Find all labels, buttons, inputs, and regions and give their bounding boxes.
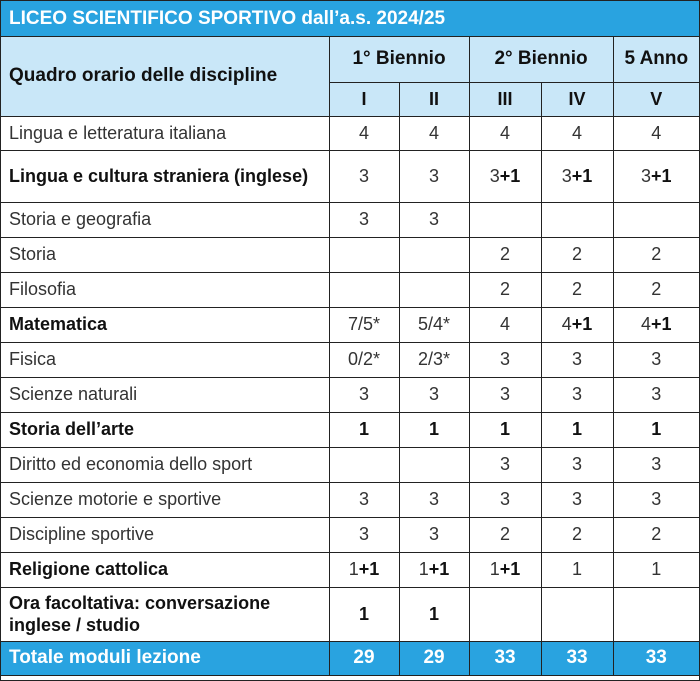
- hours-cell: 2: [613, 237, 699, 272]
- subject-cell: Discipline sportive: [1, 517, 329, 552]
- schedule-table: [1, 37, 699, 676]
- subject-cell: Scienze naturali: [1, 377, 329, 412]
- table-row: [1, 517, 699, 552]
- hours-cell: 2: [469, 272, 541, 307]
- hours-cell: 2: [613, 272, 699, 307]
- hours-cell: 4: [541, 116, 613, 150]
- hours-cell: 4: [469, 116, 541, 150]
- group-header-second-biennium: 2° Biennio: [469, 37, 613, 82]
- total-value-cell: 33: [541, 641, 613, 675]
- subject-cell: Filosofia: [1, 272, 329, 307]
- table-row: [1, 447, 699, 482]
- hours-cell: [399, 237, 469, 272]
- hours-cell: 3: [399, 517, 469, 552]
- table-row: [1, 202, 699, 237]
- hours-cell: 1: [541, 412, 613, 447]
- hours-cell: 3: [329, 150, 399, 202]
- hours-cell: 1: [469, 412, 541, 447]
- hours-cell: 3: [469, 482, 541, 517]
- hours-cell: 4+1: [541, 307, 613, 342]
- group-header-first-biennium: 1° Biennio: [329, 37, 469, 82]
- column-header-subjects: Quadro orario delle discipline: [1, 37, 329, 116]
- hours-cell: [613, 202, 699, 237]
- hours-cell: 1: [613, 412, 699, 447]
- subject-cell: Fisica: [1, 342, 329, 377]
- hours-cell: 1+1: [329, 552, 399, 587]
- table-row: [1, 342, 699, 377]
- subject-cell: Lingua e letteratura italiana: [1, 116, 329, 150]
- subject-cell: Storia e geografia: [1, 202, 329, 237]
- hours-cell: 3: [469, 342, 541, 377]
- subject-cell: Scienze motorie e sportive: [1, 482, 329, 517]
- table-row: [1, 150, 699, 202]
- subject-cell: Diritto ed economia dello sport: [1, 447, 329, 482]
- year-header-5: V: [613, 82, 699, 116]
- total-value-cell: 29: [329, 641, 399, 675]
- hours-cell: 4: [613, 116, 699, 150]
- hours-cell: 3: [329, 377, 399, 412]
- table-row: [1, 552, 699, 587]
- table-row: [1, 237, 699, 272]
- hours-cell: 5/4*: [399, 307, 469, 342]
- hours-cell: 1: [399, 587, 469, 641]
- hours-cell: 3: [541, 447, 613, 482]
- hours-cell: 3: [613, 342, 699, 377]
- subject-cell: Lingua e cultura straniera (inglese): [1, 150, 329, 202]
- subject-cell: Matematica: [1, 307, 329, 342]
- table-row: [1, 482, 699, 517]
- hours-cell: 3: [399, 202, 469, 237]
- total-label: Totale moduli lezione: [1, 641, 329, 675]
- hours-cell: 1: [613, 552, 699, 587]
- hours-cell: 3: [329, 482, 399, 517]
- hours-cell: 4: [469, 307, 541, 342]
- hours-cell: 3: [613, 447, 699, 482]
- year-header-1: I: [329, 82, 399, 116]
- table-row: [1, 307, 699, 342]
- hours-cell: 3: [399, 482, 469, 517]
- hours-cell: [399, 272, 469, 307]
- page-title: LICEO SCIENTIFICO SPORTIVO dall’a.s. 2024/25: [1, 1, 699, 37]
- hours-cell: 1: [329, 587, 399, 641]
- hours-cell: 2: [469, 237, 541, 272]
- hours-cell: [469, 202, 541, 237]
- year-header-2: II: [399, 82, 469, 116]
- hours-cell: [613, 587, 699, 641]
- table-row: [1, 116, 699, 150]
- hours-cell: [329, 272, 399, 307]
- total-value-cell: 33: [469, 641, 541, 675]
- year-header-4: IV: [541, 82, 613, 116]
- table-row: [1, 412, 699, 447]
- subject-cell: Ora facoltativa: conversazione inglese / studio: [1, 587, 329, 641]
- hours-cell: 3+1: [469, 150, 541, 202]
- table-row: [1, 272, 699, 307]
- hours-cell: [329, 447, 399, 482]
- hours-cell: 3: [469, 377, 541, 412]
- hours-cell: 2: [541, 517, 613, 552]
- hours-cell: 3: [469, 447, 541, 482]
- hours-cell: 1: [541, 552, 613, 587]
- hours-cell: 2: [541, 237, 613, 272]
- hours-cell: 3: [329, 202, 399, 237]
- hours-cell: [399, 447, 469, 482]
- hours-cell: 4: [399, 116, 469, 150]
- hours-cell: [541, 587, 613, 641]
- total-row: [1, 641, 699, 675]
- hours-cell: 2: [613, 517, 699, 552]
- hours-cell: 2/3*: [399, 342, 469, 377]
- hours-cell: 1+1: [399, 552, 469, 587]
- hours-cell: 3: [541, 482, 613, 517]
- hours-cell: 3: [329, 517, 399, 552]
- hours-cell: 2: [541, 272, 613, 307]
- subject-cell: Religione cattolica: [1, 552, 329, 587]
- total-value-cell: 29: [399, 641, 469, 675]
- hours-cell: 1+1: [469, 552, 541, 587]
- table-row: [1, 377, 699, 412]
- total-value-cell: 33: [613, 641, 699, 675]
- hours-cell: 4: [329, 116, 399, 150]
- hours-cell: [329, 237, 399, 272]
- year-header-3: III: [469, 82, 541, 116]
- hours-cell: [469, 587, 541, 641]
- hours-cell: 2: [469, 517, 541, 552]
- hours-cell: 3+1: [541, 150, 613, 202]
- hours-cell: 0/2*: [329, 342, 399, 377]
- subject-cell: Storia dell’arte: [1, 412, 329, 447]
- hours-cell: 3: [613, 482, 699, 517]
- subject-cell: Storia: [1, 237, 329, 272]
- hours-cell: 1: [329, 412, 399, 447]
- hours-cell: 3: [613, 377, 699, 412]
- hours-cell: 3: [541, 377, 613, 412]
- hours-cell: 3: [399, 150, 469, 202]
- hours-cell: 4+1: [613, 307, 699, 342]
- hours-cell: 7/5*: [329, 307, 399, 342]
- table-row: [1, 587, 699, 641]
- hours-cell: [541, 202, 613, 237]
- hours-cell: 1: [399, 412, 469, 447]
- hours-cell: 3: [399, 377, 469, 412]
- group-header-fifth-year: 5 Anno: [613, 37, 699, 82]
- hours-cell: 3+1: [613, 150, 699, 202]
- hours-cell: 3: [541, 342, 613, 377]
